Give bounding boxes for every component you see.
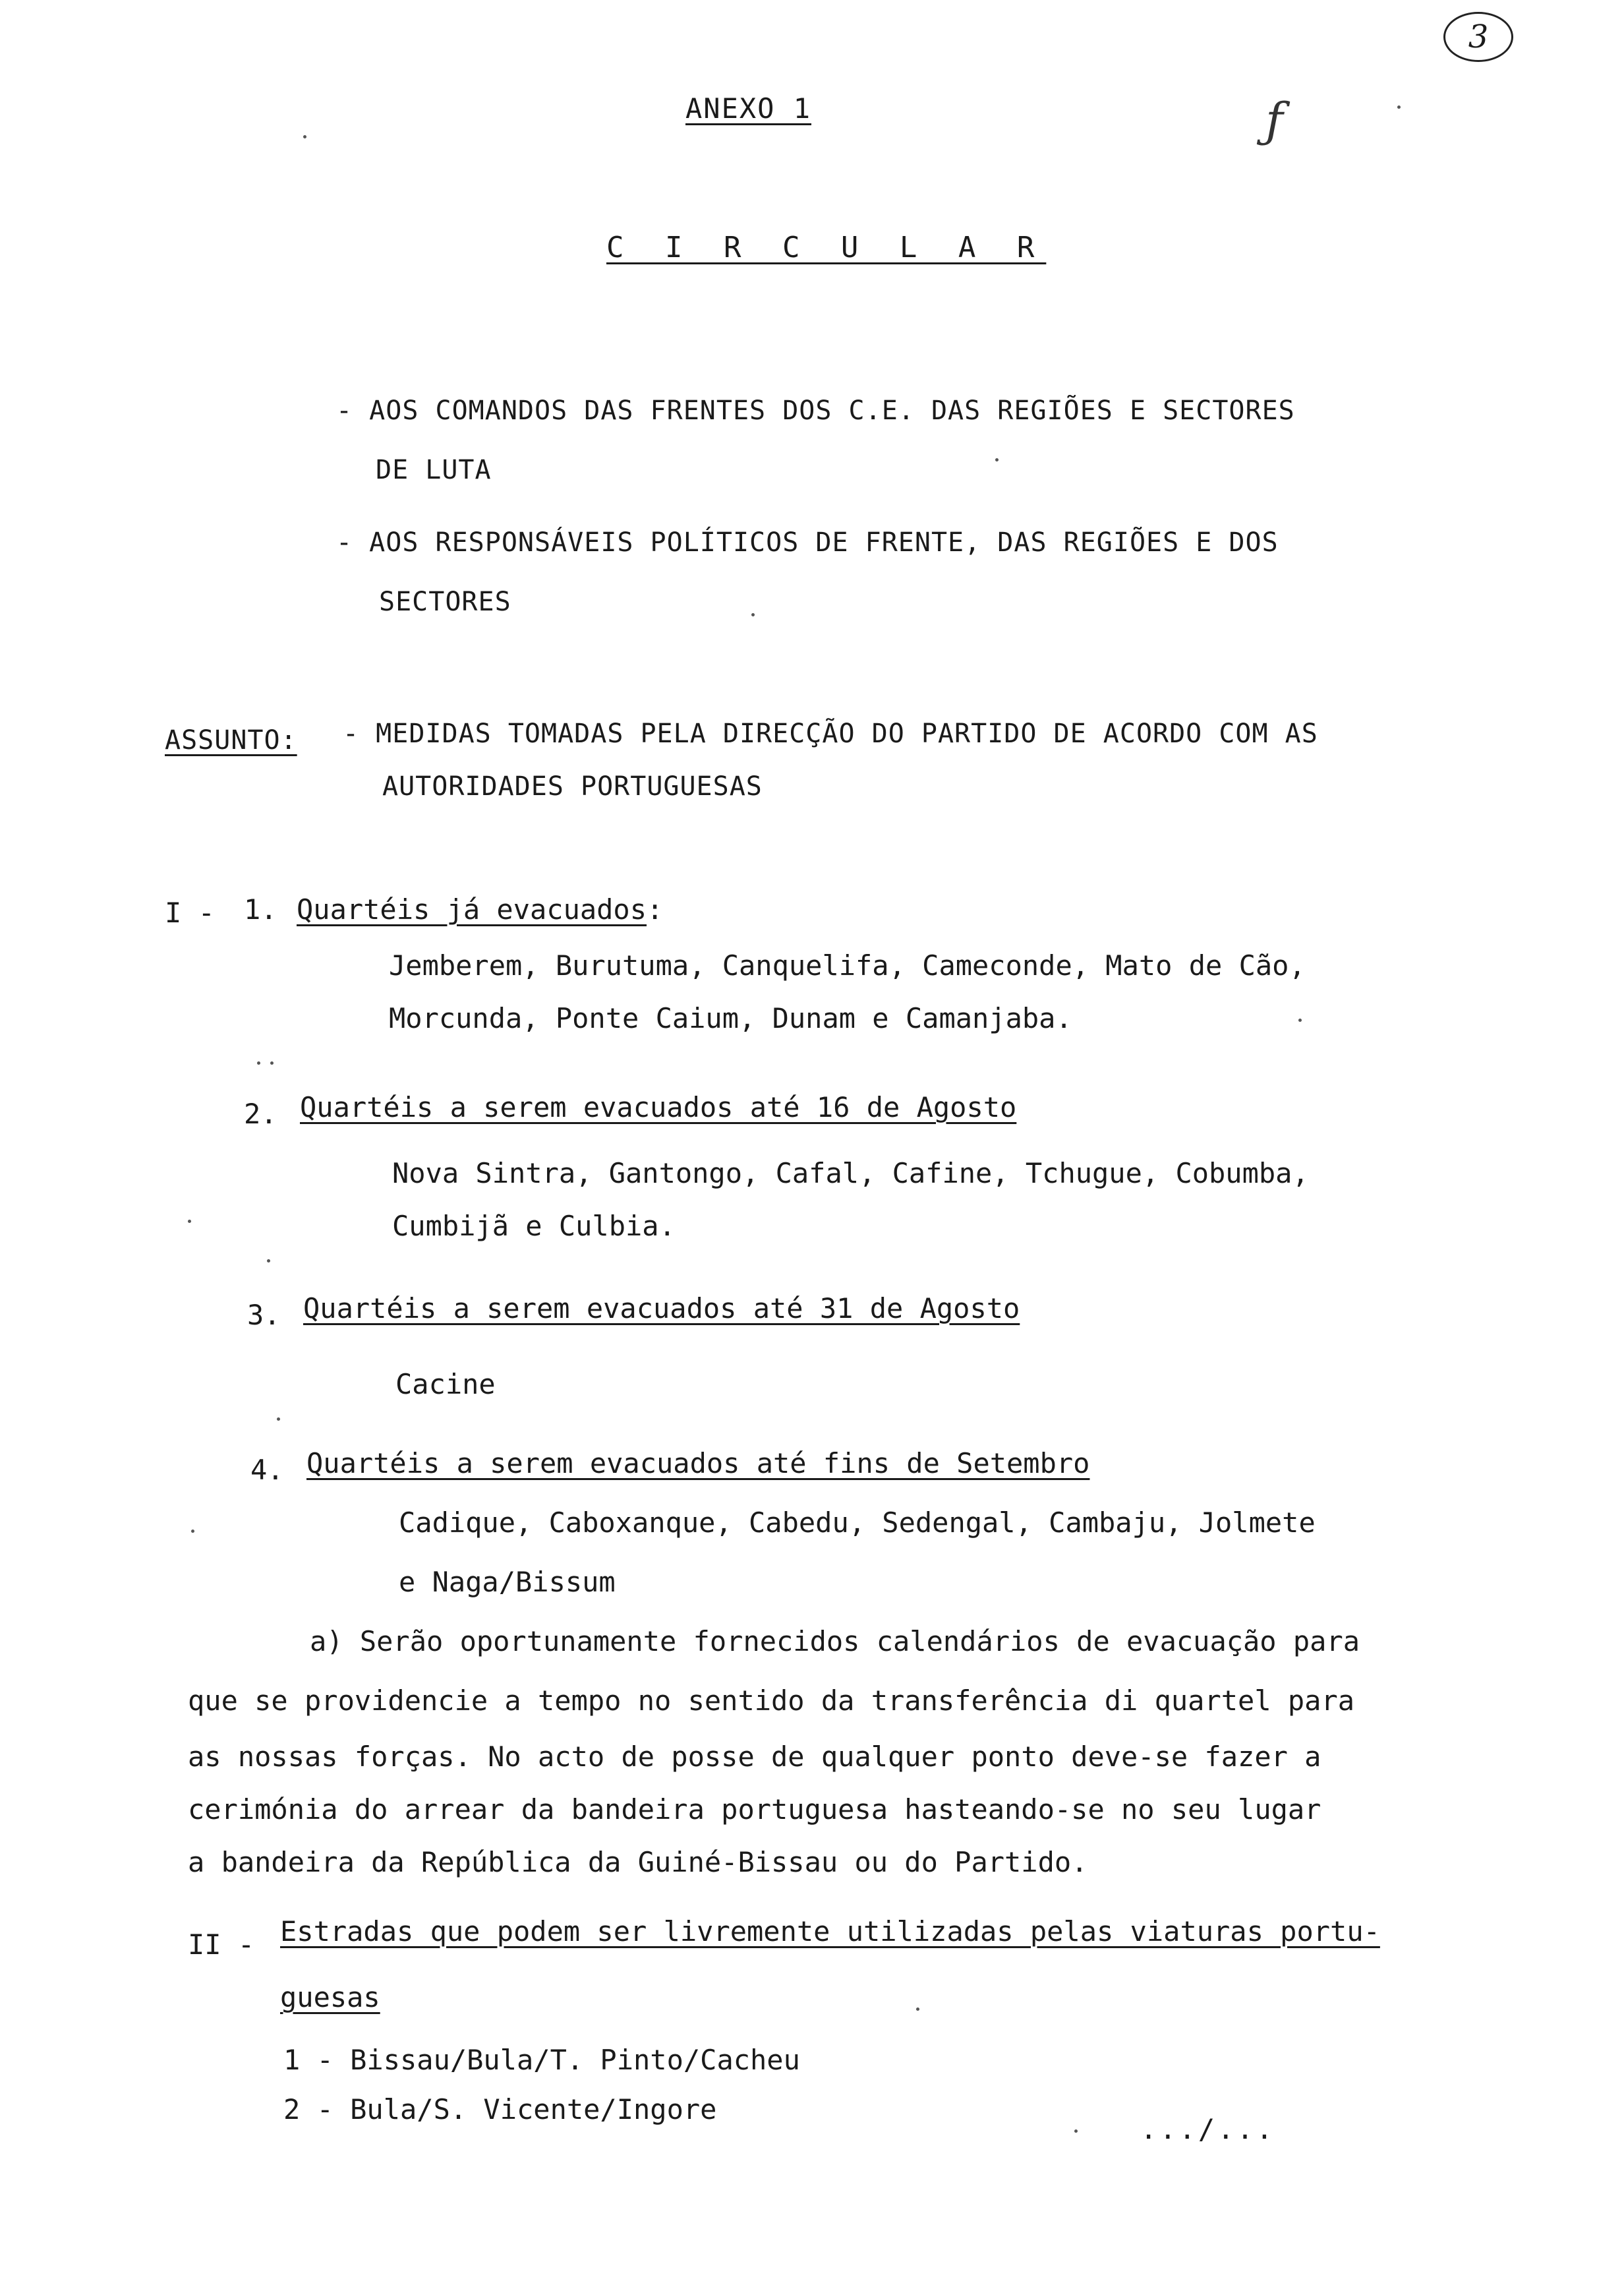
scan-speck <box>1074 2129 1078 2133</box>
subject-line1: - MEDIDAS TOMADAS PELA DIRECÇÃO DO PARTIDO DE ACORDO COM AS <box>343 719 1318 749</box>
page-number: 3 <box>1468 18 1489 55</box>
annex-label: ANEXO 1 <box>685 92 812 125</box>
scan-speck <box>277 1417 280 1421</box>
scan-speck <box>916 2007 919 2011</box>
item-2-heading: Quartéis a serem evacuados até 16 de Agosto <box>300 1091 1017 1123</box>
item-2-text-line2: Cumbijã e Culbia. <box>392 1210 676 1242</box>
item-1-suffix: : <box>647 893 664 926</box>
note-line-1: a) Serão oportunamente fornecidos calendários de evacuação para <box>310 1625 1360 1657</box>
note-line-5: a bandeira da República da Guiné-Bissau ou do Partido. <box>188 1846 1088 1878</box>
recipient-2-line1: - AOS RESPONSÁVEIS POLÍTICOS DE FRENTE, DAS REGIÕES E DOS <box>336 527 1279 558</box>
scan-speck <box>303 135 306 138</box>
continuation-mark: .../... <box>1140 2113 1276 2145</box>
item-3-number: 3. <box>247 1299 281 1331</box>
section-2-numeral: II - <box>188 1928 255 1961</box>
note-line-2: que se providencie a tempo no sentido da transferência di quartel para <box>188 1684 1355 1717</box>
document-title: C I R C U L A R <box>606 231 1047 264</box>
item-2-text-line1: Nova Sintra, Gantongo, Cafal, Cafine, Tchugue, Cobumba, <box>392 1157 1309 1189</box>
scan-speck <box>1298 1019 1302 1022</box>
item-1-text-line2: Morcunda, Ponte Caium, Dunam e Camanjaba. <box>389 1002 1072 1034</box>
note-line-3: as nossas forças. No acto de posse de qualquer ponto deve-se fazer a <box>188 1740 1321 1773</box>
handwritten-initials: ƒ <box>1265 92 1283 148</box>
recipient-1-line1: - AOS COMANDOS DAS FRENTES DOS C.E. DAS REGIÕES E SECTORES <box>336 396 1295 426</box>
recipient-1-line2: DE LUTA <box>376 455 492 485</box>
recipient-2-line2: SECTORES <box>379 587 511 617</box>
item-4-text-line1: Cadique, Caboxanque, Cabedu, Sedengal, Cambaju, Jolmete <box>399 1506 1316 1539</box>
scan-speck <box>995 458 999 461</box>
scan-speck <box>1397 105 1401 109</box>
item-1-number: 1. <box>244 893 277 926</box>
note-line-4: cerimónia do arrear da bandeira portuguesa hasteando-se no seu lugar <box>188 1793 1321 1826</box>
scan-speck <box>751 613 755 616</box>
subject-label: ASSUNTO: <box>165 725 297 756</box>
scan-speck <box>267 1259 270 1263</box>
road-2: 2 - Bula/S. Vicente/Ingore <box>283 2093 717 2126</box>
scan-speck <box>191 1530 194 1533</box>
item-1-text-line1: Jemberem, Burutuma, Canquelifa, Cameconde, Mato de Cão, <box>389 949 1306 982</box>
item-3-heading: Quartéis a serem evacuados até 31 de Agosto <box>303 1292 1020 1324</box>
road-1: 1 - Bissau/Bula/T. Pinto/Cacheu <box>283 2044 800 2076</box>
item-2-number: 2. <box>244 1098 277 1130</box>
subject-line2: AUTORIDADES PORTUGUESAS <box>382 771 763 802</box>
page-number-circle <box>1443 12 1513 62</box>
item-4-text-line2: e Naga/Bissum <box>399 1566 616 1598</box>
item-4-number: 4. <box>250 1454 284 1486</box>
scan-speck <box>188 1220 191 1223</box>
scan-speck <box>270 1061 274 1065</box>
section-2-heading-line1: Estradas que podem ser livremente utilizadas pelas viaturas portu- <box>280 1915 1380 1947</box>
scan-speck <box>257 1061 260 1065</box>
section-1-numeral: I - <box>165 897 215 929</box>
section-2-heading-line2: guesas <box>280 1981 380 2013</box>
item-1-heading: Quartéis já evacuados <box>297 893 647 926</box>
item-4-heading: Quartéis a serem evacuados até fins de Setembro <box>306 1447 1090 1479</box>
item-3-text-line1: Cacine <box>395 1368 496 1400</box>
